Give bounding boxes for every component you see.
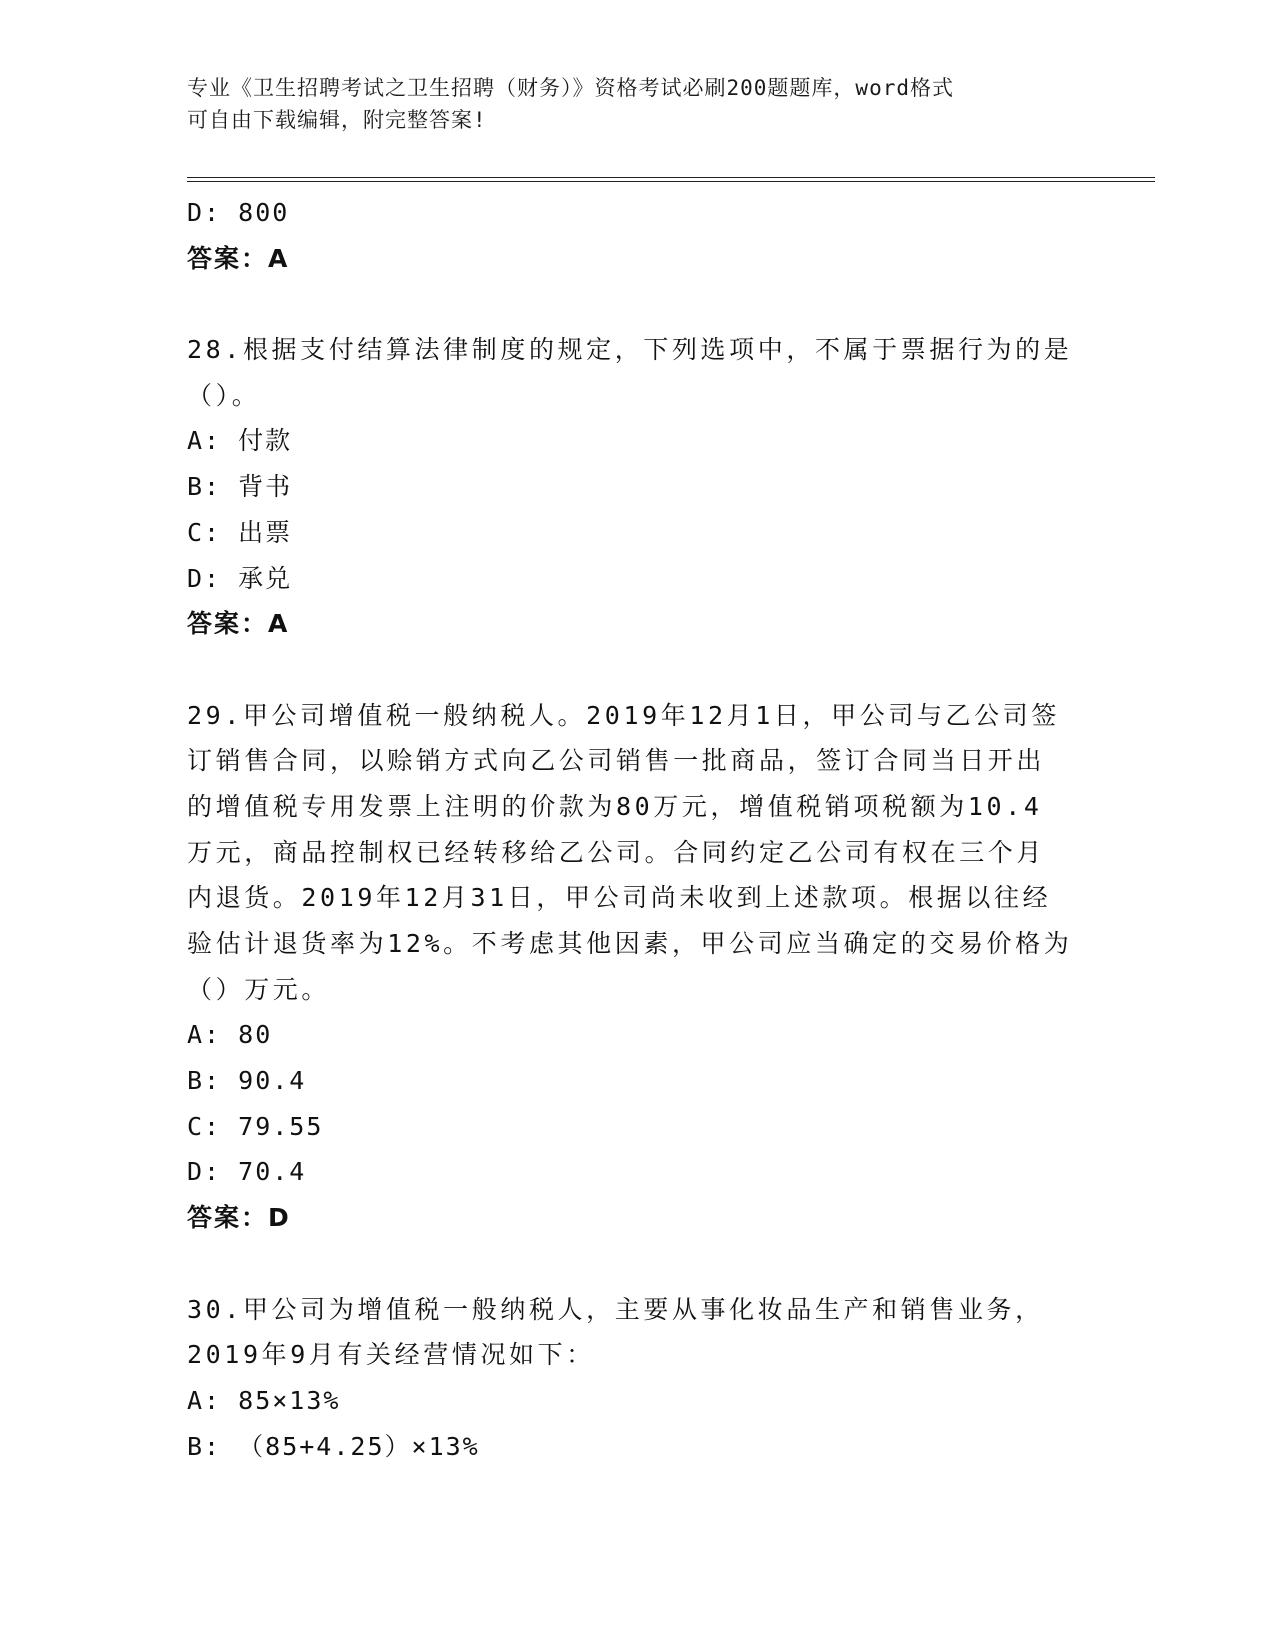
answer-line: 答案：A	[187, 609, 290, 639]
spacer	[187, 1241, 1087, 1287]
option-b: B: 背书	[187, 472, 293, 502]
question-28	[187, 327, 1087, 647]
question-text-line: 万元，商品控制权已经转移给乙公司。合同约定乙公司有权在三个月	[187, 837, 1046, 867]
spacer	[187, 647, 1087, 693]
option-d: D: 800	[187, 198, 290, 227]
option-c: C: 出票	[187, 517, 293, 547]
option-a: A: 85×13%	[187, 1385, 341, 1415]
question-text-line: 验估计退货率为12%。不考虑其他因素，甲公司应当确定的交易价格为	[187, 929, 1073, 958]
question-text-line: 内退货。2019年12月31日，甲公司尚未收到上述款项。根据以往经	[187, 883, 1052, 913]
answer-line: 答案：D	[187, 1203, 291, 1233]
answer-line: 答案：A	[187, 243, 290, 273]
previous-question-tail	[187, 190, 1087, 281]
question-29	[187, 693, 1087, 1241]
question-text-line: 28.根据支付结算法律制度的规定，下列选项中，不属于票据行为的是	[187, 335, 1073, 365]
question-30	[187, 1287, 1087, 1470]
header-title-line-1: 专业《卫生招聘考试之卫生招聘（财务）》资格考试必刷200题题库，word格式	[187, 76, 954, 100]
option-a: A: 80	[187, 1020, 273, 1050]
question-text-line: （）万元。	[187, 974, 331, 1004]
option-d: D: 承兑	[187, 563, 293, 593]
spacer	[187, 281, 1087, 327]
question-text-line: 的增值税专用发票上注明的价款为80万元，增值税销项税额为10.4	[187, 791, 1043, 821]
question-text-line: 29.甲公司增值税一般纳税人。2019年12月1日，甲公司与乙公司签	[187, 700, 1060, 730]
option-b: B: （85+4.25）×13%	[187, 1431, 480, 1461]
question-text-line: 2019年9月有关经营情况如下：	[187, 1340, 595, 1370]
header-title-line-2: 可自由下载编辑，附完整答案!	[187, 108, 487, 132]
option-d: D: 70.4	[187, 1157, 307, 1187]
question-text-line: 订销售合同，以赊销方式向乙公司销售一批商品，签订合同当日开出	[187, 746, 1046, 776]
header-divider-bottom	[187, 181, 1155, 182]
document-body	[187, 190, 1087, 1469]
header-divider-top	[187, 177, 1155, 178]
option-b: B: 90.4	[187, 1066, 307, 1096]
question-text-line: 30.甲公司为增值税一般纳税人，主要从事化妆品生产和销售业务，	[187, 1294, 1044, 1324]
page-header	[187, 72, 1087, 136]
question-text-line: （）。	[187, 380, 261, 410]
option-c: C: 79.55	[187, 1111, 324, 1141]
option-a: A: 付款	[187, 426, 293, 456]
